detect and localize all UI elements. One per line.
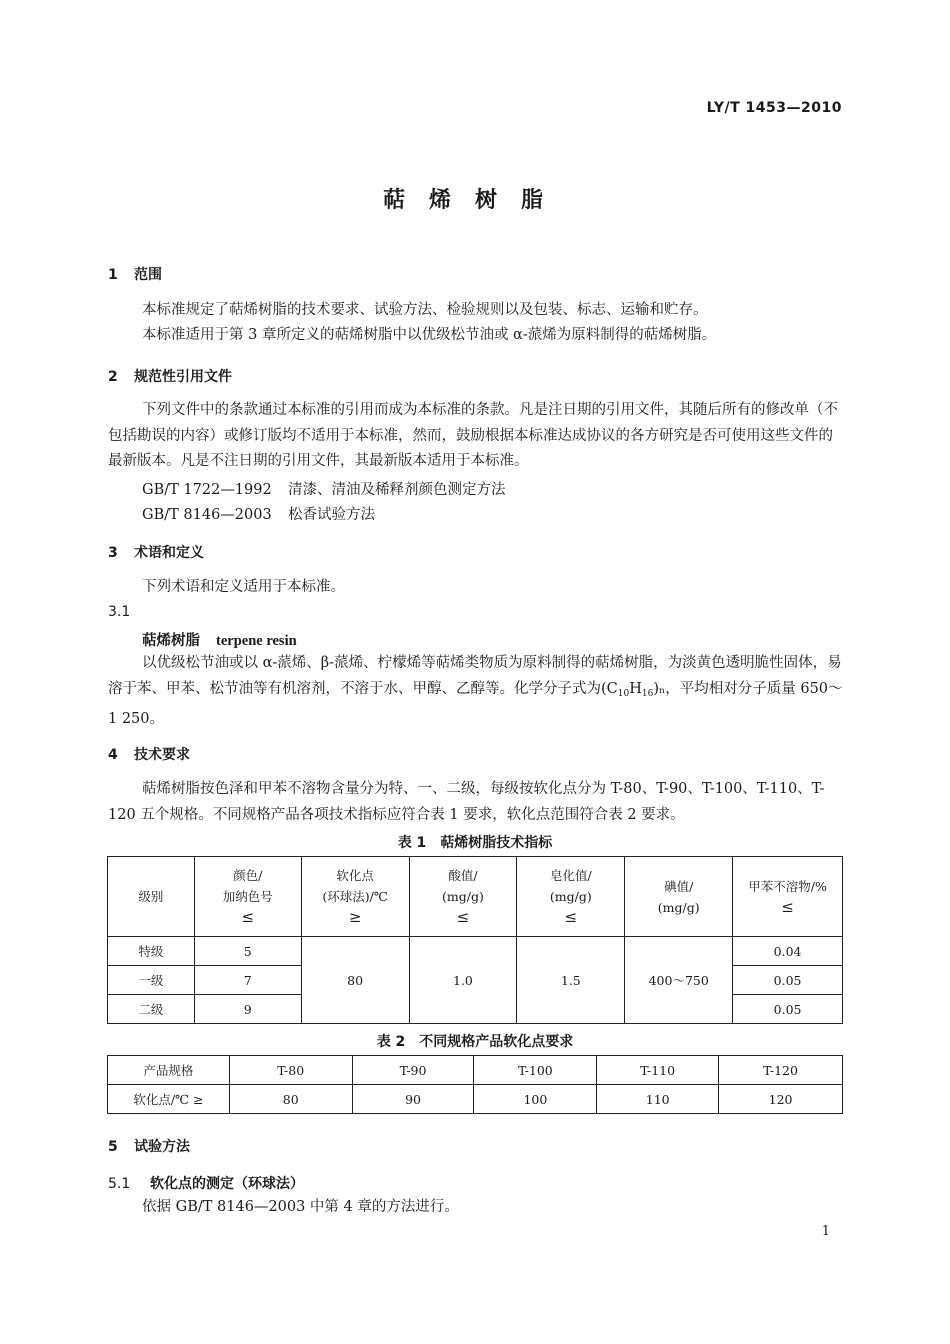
section-number: 4 bbox=[108, 747, 118, 763]
cell-grade: 一级 bbox=[108, 966, 195, 995]
reference-code: GB/T 1722—1992 bbox=[142, 482, 272, 498]
table-1 bbox=[107, 856, 843, 1024]
header-grade: 级别 bbox=[108, 857, 195, 937]
section-3-heading bbox=[108, 542, 204, 562]
section-number: 1 bbox=[108, 267, 118, 283]
term-english: terpene resin bbox=[216, 633, 297, 649]
document-code: LY/T 1453—2010 bbox=[706, 100, 842, 116]
table-header-row bbox=[108, 857, 843, 937]
section-title: 规范性引用文件 bbox=[134, 369, 232, 385]
subsection-5-1-heading bbox=[108, 1173, 304, 1193]
section-title: 范围 bbox=[134, 267, 162, 283]
cell-spec: T-90 bbox=[352, 1056, 474, 1085]
reference-item bbox=[142, 503, 375, 524]
cell-toluene-insoluble: 0.05 bbox=[733, 995, 843, 1024]
cell-spec: T-110 bbox=[597, 1056, 719, 1085]
reference-code: GB/T 8146—2003 bbox=[142, 507, 272, 523]
cell-softening-value: 110 bbox=[597, 1085, 719, 1114]
definition-text: 以优级松节油或以 α-蒎烯、β-蒎烯、柠檬烯等萜烯类物质为原料制得的萜烯树脂，为淡黄色透明脆性固体，易溶于苯、甲苯、松节油等有机溶剂，不溶于水、甲醇、乙醇等。化学分子式为(C bbox=[108, 655, 842, 697]
term-entry bbox=[142, 629, 297, 650]
row-label-softening: 软化点/℃ ≥ bbox=[108, 1085, 230, 1114]
section-1-paragraph-1: 本标准规定了萜烯树脂的技术要求、试验方法、检验规则以及包装、标志、运输和贮存。 bbox=[142, 302, 708, 318]
subscript: 10 bbox=[617, 688, 630, 699]
cell-color: 7 bbox=[194, 966, 301, 995]
term-chinese: 萜烯树脂 bbox=[142, 633, 200, 649]
subsection-title: 软化点的测定（环球法） bbox=[150, 1176, 304, 1192]
section-title: 术语和定义 bbox=[134, 545, 204, 561]
cell-spec: T-80 bbox=[229, 1056, 352, 1085]
subsection-number: 5.1 bbox=[108, 1176, 131, 1192]
cell-color: 5 bbox=[194, 937, 301, 966]
header-toluene-insoluble: 甲苯不溶物/% ≤ bbox=[733, 857, 843, 937]
cell-softening-point: 80 bbox=[301, 937, 409, 1024]
definition-text: H bbox=[629, 680, 642, 697]
table-1-caption: 表 1 萜烯树脂技术指标 bbox=[397, 835, 553, 851]
header-saponification-value: 皂化值/ (mg/g) ≤ bbox=[517, 857, 625, 937]
section-5-paragraph-1: 依据 GB/T 8146—2003 中第 4 章的方法进行。 bbox=[142, 1199, 459, 1215]
section-4-paragraph-1: 萜烯树脂按色泽和甲苯不溶物含量分为特、一、二级，每级按软化点分为 T-80、T-90、T-100、T-110、T-120 五个规格。不同规格产品各项技术指标应符合表 1 要求，软化点范围符合表 2 要求。 bbox=[108, 781, 825, 823]
header-softening-point: 软化点 (环球法)/℃ ≥ bbox=[301, 857, 409, 937]
table-row bbox=[108, 937, 843, 966]
cell-grade: 二级 bbox=[108, 995, 195, 1024]
cell-softening-value: 120 bbox=[719, 1085, 843, 1114]
section-1-paragraph-2: 本标准适用于第 3 章所定义的萜烯树脂中以优级松节油或 α-蒎烯为原料制得的萜烯树脂。 bbox=[142, 327, 717, 343]
section-number: 5 bbox=[108, 1139, 118, 1155]
header-color: 颜色/ 加纳色号 ≤ bbox=[194, 857, 301, 937]
section-2-paragraph-1: 下列文件中的条款通过本标准的引用而成为本标准的条款。凡是注日期的引用文件，其随后所有的修改单（不包括勘误的内容）或修订版均不适用于本标准，然而，鼓励根据本标准达成协议的各方研究是否可使用这些文件的最新版本。凡是不注日期的引用文件，其最新版本适用于本标准。 bbox=[108, 402, 838, 469]
cell-iodine-value: 400～750 bbox=[625, 937, 733, 1024]
section-title: 试验方法 bbox=[134, 1139, 190, 1155]
section-3-paragraph-1: 下列术语和定义适用于本标准。 bbox=[142, 579, 345, 595]
page-number: 1 bbox=[821, 1224, 830, 1239]
cell-spec: T-120 bbox=[719, 1056, 843, 1085]
cell-acid-value: 1.0 bbox=[409, 937, 517, 1024]
section-title: 技术要求 bbox=[134, 747, 190, 763]
cell-color: 9 bbox=[194, 995, 301, 1024]
table-2 bbox=[107, 1055, 843, 1114]
row-label-spec: 产品规格 bbox=[108, 1056, 230, 1085]
cell-spec: T-100 bbox=[474, 1056, 597, 1085]
cell-softening-value: 80 bbox=[229, 1085, 352, 1114]
section-number: 3 bbox=[108, 545, 118, 561]
cell-toluene-insoluble: 0.04 bbox=[733, 937, 843, 966]
page-title: 萜烯树脂 bbox=[382, 188, 567, 213]
reference-title: 松香试验方法 bbox=[288, 507, 375, 523]
definition-text: )ₙ，平均相对分子质量 650～1 250。 bbox=[108, 680, 843, 727]
table-row bbox=[108, 1056, 843, 1085]
section-4-heading bbox=[108, 744, 190, 764]
section-number: 2 bbox=[108, 369, 118, 385]
cell-grade: 特级 bbox=[108, 937, 195, 966]
section-5-heading bbox=[108, 1136, 190, 1156]
header-iodine-value: 碘值/ (mg/g) bbox=[625, 857, 733, 937]
table-2-caption: 表 2 不同规格产品软化点要求 bbox=[376, 1034, 574, 1050]
subsection-3-1-number: 3.1 bbox=[108, 604, 131, 620]
reference-item bbox=[142, 478, 506, 499]
cell-softening-value: 90 bbox=[352, 1085, 474, 1114]
table-row bbox=[108, 1085, 843, 1114]
cell-saponification-value: 1.5 bbox=[517, 937, 625, 1024]
cell-softening-value: 100 bbox=[474, 1085, 597, 1114]
subscript: 16 bbox=[641, 688, 654, 699]
section-1-heading bbox=[108, 264, 162, 284]
term-definition bbox=[108, 651, 843, 733]
header-acid-value: 酸值/ (mg/g) ≤ bbox=[409, 857, 517, 937]
cell-toluene-insoluble: 0.05 bbox=[733, 966, 843, 995]
section-2-heading bbox=[108, 366, 232, 386]
reference-title: 清漆、清油及稀释剂颜色测定方法 bbox=[288, 482, 506, 498]
